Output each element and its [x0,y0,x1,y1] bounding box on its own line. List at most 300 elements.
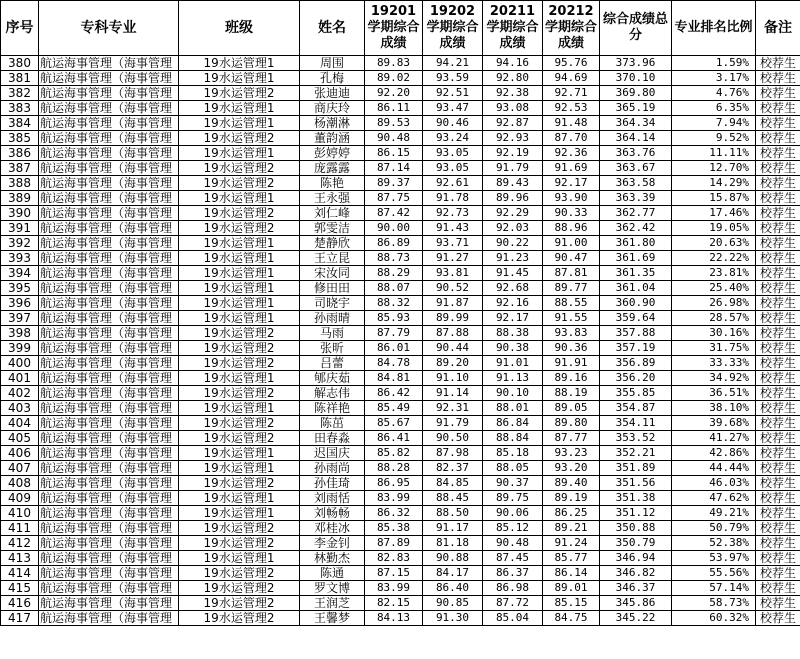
cell-total-score[interactable]: 361.69 [600,251,672,266]
cell-remark[interactable]: 校荐生 [756,581,800,596]
cell-index[interactable]: 416 [1,596,39,611]
cell-total-score[interactable]: 346.94 [600,551,672,566]
cell-remark[interactable]: 校荐生 [756,281,800,296]
cell-remark[interactable]: 校荐生 [756,506,800,521]
cell-19202-score[interactable]: 90.85 [423,596,483,611]
cell-remark[interactable]: 校荐生 [756,371,800,386]
cell-20212-score[interactable]: 92.36 [543,146,600,161]
cell-index[interactable]: 389 [1,191,39,206]
cell-index[interactable]: 411 [1,521,39,536]
cell-class[interactable]: 19水运管理2 [179,596,300,611]
cell-remark[interactable]: 校荐生 [756,596,800,611]
header-total-score[interactable]: 综合成绩总分 [600,1,672,56]
cell-name[interactable]: 陈艳 [300,176,365,191]
cell-class[interactable]: 19水运管理2 [179,581,300,596]
cell-class[interactable]: 19水运管理1 [179,116,300,131]
header-index[interactable]: 序号 [1,1,39,56]
cell-20212-score[interactable]: 90.47 [543,251,600,266]
cell-index[interactable]: 404 [1,416,39,431]
cell-19202-score[interactable]: 93.59 [423,71,483,86]
cell-20212-score[interactable]: 91.69 [543,161,600,176]
cell-remark[interactable]: 校荐生 [756,266,800,281]
cell-major[interactable]: 航运海事管理（海事管理 [39,611,179,626]
cell-19201-score[interactable]: 90.00 [365,221,423,236]
cell-major[interactable]: 航运海事管理（海事管理 [39,506,179,521]
cell-20211-score[interactable]: 93.08 [483,101,543,116]
cell-19202-score[interactable]: 88.45 [423,491,483,506]
cell-index[interactable]: 396 [1,296,39,311]
cell-19202-score[interactable]: 91.10 [423,371,483,386]
cell-major[interactable]: 航运海事管理（海事管理 [39,296,179,311]
cell-19201-score[interactable]: 87.15 [365,566,423,581]
cell-index[interactable]: 399 [1,341,39,356]
cell-class[interactable]: 19水运管理2 [179,221,300,236]
cell-19202-score[interactable]: 91.17 [423,521,483,536]
cell-rank-ratio[interactable]: 11.11% [672,146,756,161]
cell-rank-ratio[interactable]: 34.92% [672,371,756,386]
cell-19201-score[interactable]: 87.14 [365,161,423,176]
cell-rank-ratio[interactable]: 9.52% [672,131,756,146]
cell-total-score[interactable]: 345.86 [600,596,672,611]
cell-19201-score[interactable]: 89.02 [365,71,423,86]
cell-remark[interactable]: 校荐生 [756,386,800,401]
cell-20212-score[interactable]: 89.40 [543,476,600,491]
cell-remark[interactable]: 校荐生 [756,161,800,176]
cell-rank-ratio[interactable]: 53.97% [672,551,756,566]
cell-19201-score[interactable]: 87.75 [365,191,423,206]
cell-class[interactable]: 19水运管理1 [179,146,300,161]
cell-19201-score[interactable]: 83.99 [365,491,423,506]
cell-total-score[interactable]: 359.64 [600,311,672,326]
cell-20212-score[interactable]: 93.83 [543,326,600,341]
cell-19202-score[interactable]: 90.88 [423,551,483,566]
header-remark[interactable]: 备注 [756,1,800,56]
cell-20212-score[interactable]: 93.90 [543,191,600,206]
cell-class[interactable]: 19水运管理2 [179,86,300,101]
cell-major[interactable]: 航运海事管理（海事管理 [39,131,179,146]
cell-remark[interactable]: 校荐生 [756,551,800,566]
cell-name[interactable]: 司晓宇 [300,296,365,311]
cell-rank-ratio[interactable]: 44.44% [672,461,756,476]
cell-20211-score[interactable]: 88.05 [483,461,543,476]
cell-total-score[interactable]: 363.67 [600,161,672,176]
cell-major[interactable]: 航运海事管理（海事管理 [39,371,179,386]
cell-major[interactable]: 航运海事管理（海事管理 [39,536,179,551]
cell-19201-score[interactable]: 86.11 [365,101,423,116]
cell-19202-score[interactable]: 91.14 [423,386,483,401]
cell-major[interactable]: 航运海事管理（海事管理 [39,596,179,611]
cell-major[interactable]: 航运海事管理（海事管理 [39,311,179,326]
cell-name[interactable]: 彭婷婷 [300,146,365,161]
cell-20211-score[interactable]: 92.38 [483,86,543,101]
cell-rank-ratio[interactable]: 6.35% [672,101,756,116]
cell-rank-ratio[interactable]: 25.40% [672,281,756,296]
cell-remark[interactable]: 校荐生 [756,446,800,461]
cell-19201-score[interactable]: 85.49 [365,401,423,416]
cell-name[interactable]: 商庆玲 [300,101,365,116]
cell-class[interactable]: 19水运管理1 [179,296,300,311]
cell-20212-score[interactable]: 87.70 [543,131,600,146]
cell-20212-score[interactable]: 94.69 [543,71,600,86]
cell-rank-ratio[interactable]: 42.86% [672,446,756,461]
header-major[interactable]: 专科专业 [39,1,179,56]
cell-19202-score[interactable]: 92.61 [423,176,483,191]
header-class[interactable]: 班级 [179,1,300,56]
cell-name[interactable]: 马雨 [300,326,365,341]
cell-20212-score[interactable]: 95.76 [543,56,600,71]
cell-remark[interactable]: 校荐生 [756,56,800,71]
cell-index[interactable]: 395 [1,281,39,296]
cell-total-score[interactable]: 363.76 [600,146,672,161]
cell-total-score[interactable]: 346.82 [600,566,672,581]
cell-rank-ratio[interactable]: 28.57% [672,311,756,326]
cell-class[interactable]: 19水运管理1 [179,71,300,86]
cell-class[interactable]: 19水运管理2 [179,536,300,551]
cell-19202-score[interactable]: 91.78 [423,191,483,206]
cell-class[interactable]: 19水运管理1 [179,251,300,266]
cell-name[interactable]: 吕蕾 [300,356,365,371]
cell-class[interactable]: 19水运管理1 [179,461,300,476]
cell-major[interactable]: 航运海事管理（海事管理 [39,401,179,416]
cell-20211-score[interactable]: 90.48 [483,536,543,551]
cell-major[interactable]: 航运海事管理（海事管理 [39,56,179,71]
cell-index[interactable]: 415 [1,581,39,596]
cell-20211-score[interactable]: 85.04 [483,611,543,626]
cell-rank-ratio[interactable]: 19.05% [672,221,756,236]
cell-20211-score[interactable]: 86.84 [483,416,543,431]
cell-remark[interactable]: 校荐生 [756,416,800,431]
cell-20211-score[interactable]: 87.72 [483,596,543,611]
cell-total-score[interactable]: 345.22 [600,611,672,626]
cell-19201-score[interactable]: 88.28 [365,461,423,476]
cell-19201-score[interactable]: 85.67 [365,416,423,431]
header-19202-score[interactable]: 19202学期综合成绩 [423,1,483,56]
cell-19201-score[interactable]: 87.42 [365,206,423,221]
cell-20211-score[interactable]: 88.38 [483,326,543,341]
header-rank-ratio[interactable]: 专业排名比例 [672,1,756,56]
cell-major[interactable]: 航运海事管理（海事管理 [39,551,179,566]
cell-class[interactable]: 19水运管理2 [179,611,300,626]
cell-remark[interactable]: 校荐生 [756,221,800,236]
cell-major[interactable]: 航运海事管理（海事管理 [39,281,179,296]
cell-total-score[interactable]: 361.04 [600,281,672,296]
cell-20212-score[interactable]: 88.96 [543,221,600,236]
cell-major[interactable]: 航运海事管理（海事管理 [39,491,179,506]
cell-20211-score[interactable]: 92.29 [483,206,543,221]
cell-index[interactable]: 388 [1,176,39,191]
cell-20211-score[interactable]: 90.06 [483,506,543,521]
cell-name[interactable]: 孔梅 [300,71,365,86]
cell-19202-score[interactable]: 81.18 [423,536,483,551]
cell-index[interactable]: 386 [1,146,39,161]
cell-total-score[interactable]: 362.42 [600,221,672,236]
cell-20211-score[interactable]: 92.87 [483,116,543,131]
cell-19202-score[interactable]: 93.71 [423,236,483,251]
cell-20212-score[interactable]: 87.81 [543,266,600,281]
cell-total-score[interactable]: 364.34 [600,116,672,131]
cell-name[interactable]: 张迪迪 [300,86,365,101]
cell-19202-score[interactable]: 84.17 [423,566,483,581]
cell-20212-score[interactable]: 91.48 [543,116,600,131]
cell-20212-score[interactable]: 89.01 [543,581,600,596]
cell-20211-score[interactable]: 92.19 [483,146,543,161]
cell-20211-score[interactable]: 92.80 [483,71,543,86]
cell-remark[interactable]: 校荐生 [756,401,800,416]
cell-major[interactable]: 航运海事管理（海事管理 [39,101,179,116]
cell-19201-score[interactable]: 84.81 [365,371,423,386]
cell-name[interactable]: 刘畅畅 [300,506,365,521]
cell-index[interactable]: 405 [1,431,39,446]
cell-index[interactable]: 414 [1,566,39,581]
cell-total-score[interactable]: 355.85 [600,386,672,401]
cell-name[interactable]: 王永强 [300,191,365,206]
cell-major[interactable]: 航运海事管理（海事管理 [39,86,179,101]
cell-19201-score[interactable]: 86.01 [365,341,423,356]
cell-20212-score[interactable]: 89.19 [543,491,600,506]
cell-19201-score[interactable]: 89.37 [365,176,423,191]
cell-19201-score[interactable]: 89.83 [365,56,423,71]
cell-total-score[interactable]: 370.10 [600,71,672,86]
cell-remark[interactable]: 校荐生 [756,101,800,116]
cell-remark[interactable]: 校荐生 [756,176,800,191]
cell-20212-score[interactable]: 92.53 [543,101,600,116]
cell-19201-score[interactable]: 88.07 [365,281,423,296]
cell-class[interactable]: 19水运管理2 [179,566,300,581]
cell-19202-score[interactable]: 90.50 [423,431,483,446]
cell-rank-ratio[interactable]: 47.62% [672,491,756,506]
cell-rank-ratio[interactable]: 26.98% [672,296,756,311]
cell-rank-ratio[interactable]: 33.33% [672,356,756,371]
cell-rank-ratio[interactable]: 1.59% [672,56,756,71]
cell-class[interactable]: 19水运管理2 [179,476,300,491]
header-19201-score[interactable]: 19201学期综合成绩 [365,1,423,56]
cell-index[interactable]: 401 [1,371,39,386]
cell-class[interactable]: 19水运管理2 [179,326,300,341]
cell-20212-score[interactable]: 91.55 [543,311,600,326]
cell-total-score[interactable]: 369.80 [600,86,672,101]
cell-19201-score[interactable]: 85.38 [365,521,423,536]
cell-major[interactable]: 航运海事管理（海事管理 [39,386,179,401]
cell-19201-score[interactable]: 86.32 [365,506,423,521]
cell-19202-score[interactable]: 93.47 [423,101,483,116]
header-name[interactable]: 姓名 [300,1,365,56]
cell-19202-score[interactable]: 87.98 [423,446,483,461]
cell-index[interactable]: 394 [1,266,39,281]
cell-name[interactable]: 楚静欣 [300,236,365,251]
cell-19201-score[interactable]: 82.15 [365,596,423,611]
cell-rank-ratio[interactable]: 55.56% [672,566,756,581]
cell-class[interactable]: 19水运管理2 [179,416,300,431]
cell-class[interactable]: 19水运管理1 [179,446,300,461]
cell-20212-score[interactable]: 91.91 [543,356,600,371]
cell-20212-score[interactable]: 93.20 [543,461,600,476]
cell-index[interactable]: 412 [1,536,39,551]
cell-class[interactable]: 19水运管理1 [179,371,300,386]
cell-major[interactable]: 航运海事管理（海事管理 [39,446,179,461]
cell-19201-score[interactable]: 86.42 [365,386,423,401]
cell-class[interactable]: 19水运管理2 [179,356,300,371]
cell-name[interactable]: 陈茁 [300,416,365,431]
cell-rank-ratio[interactable]: 49.21% [672,506,756,521]
cell-index[interactable]: 403 [1,401,39,416]
cell-20211-score[interactable]: 92.68 [483,281,543,296]
cell-name[interactable]: 孙雨尚 [300,461,365,476]
cell-rank-ratio[interactable]: 39.68% [672,416,756,431]
cell-name[interactable]: 陈通 [300,566,365,581]
cell-remark[interactable]: 校荐生 [756,191,800,206]
cell-19202-score[interactable]: 89.20 [423,356,483,371]
cell-index[interactable]: 391 [1,221,39,236]
cell-name[interactable]: 邓桂冰 [300,521,365,536]
cell-index[interactable]: 400 [1,356,39,371]
cell-name[interactable]: 王馨梦 [300,611,365,626]
cell-20211-score[interactable]: 87.45 [483,551,543,566]
cell-name[interactable]: 孙雨晴 [300,311,365,326]
cell-rank-ratio[interactable]: 22.22% [672,251,756,266]
cell-19201-score[interactable]: 83.99 [365,581,423,596]
cell-total-score[interactable]: 362.77 [600,206,672,221]
cell-20212-score[interactable]: 88.55 [543,296,600,311]
cell-19202-score[interactable]: 93.24 [423,131,483,146]
cell-major[interactable]: 航运海事管理（海事管理 [39,191,179,206]
cell-remark[interactable]: 校荐生 [756,476,800,491]
cell-rank-ratio[interactable]: 4.76% [672,86,756,101]
cell-major[interactable]: 航运海事管理（海事管理 [39,206,179,221]
cell-20212-score[interactable]: 84.75 [543,611,600,626]
cell-index[interactable]: 380 [1,56,39,71]
cell-rank-ratio[interactable]: 36.51% [672,386,756,401]
cell-19202-score[interactable]: 88.50 [423,506,483,521]
cell-total-score[interactable]: 350.79 [600,536,672,551]
cell-20211-score[interactable]: 91.45 [483,266,543,281]
cell-index[interactable]: 398 [1,326,39,341]
cell-19202-score[interactable]: 90.46 [423,116,483,131]
cell-20212-score[interactable]: 93.23 [543,446,600,461]
cell-19202-score[interactable]: 93.05 [423,161,483,176]
cell-20211-score[interactable]: 89.75 [483,491,543,506]
cell-rank-ratio[interactable]: 23.81% [672,266,756,281]
cell-19201-score[interactable]: 88.73 [365,251,423,266]
cell-19202-score[interactable]: 91.79 [423,416,483,431]
cell-name[interactable]: 郭雯洁 [300,221,365,236]
cell-index[interactable]: 408 [1,476,39,491]
cell-rank-ratio[interactable]: 7.94% [672,116,756,131]
cell-total-score[interactable]: 364.14 [600,131,672,146]
cell-name[interactable]: 宋汝同 [300,266,365,281]
cell-20211-score[interactable]: 88.01 [483,401,543,416]
cell-19202-score[interactable]: 92.31 [423,401,483,416]
cell-total-score[interactable]: 363.39 [600,191,672,206]
cell-class[interactable]: 19水运管理2 [179,161,300,176]
cell-19201-score[interactable]: 85.82 [365,446,423,461]
cell-rank-ratio[interactable]: 46.03% [672,476,756,491]
cell-20211-score[interactable]: 86.37 [483,566,543,581]
cell-index[interactable]: 390 [1,206,39,221]
cell-remark[interactable]: 校荐生 [756,296,800,311]
cell-remark[interactable]: 校荐生 [756,206,800,221]
cell-20212-score[interactable]: 85.77 [543,551,600,566]
cell-remark[interactable]: 校荐生 [756,521,800,536]
cell-name[interactable]: 郇庆茹 [300,371,365,386]
cell-class[interactable]: 19水运管理1 [179,311,300,326]
cell-rank-ratio[interactable]: 17.46% [672,206,756,221]
cell-major[interactable]: 航运海事管理（海事管理 [39,476,179,491]
cell-20211-score[interactable]: 86.98 [483,581,543,596]
cell-20212-score[interactable]: 86.25 [543,506,600,521]
cell-20211-score[interactable]: 92.17 [483,311,543,326]
cell-class[interactable]: 19水运管理1 [179,236,300,251]
cell-19202-score[interactable]: 91.30 [423,611,483,626]
cell-index[interactable]: 407 [1,461,39,476]
cell-19201-score[interactable]: 86.95 [365,476,423,491]
cell-remark[interactable]: 校荐生 [756,326,800,341]
cell-20211-score[interactable]: 88.84 [483,431,543,446]
cell-19202-score[interactable]: 91.87 [423,296,483,311]
cell-name[interactable]: 解志伟 [300,386,365,401]
cell-index[interactable]: 409 [1,491,39,506]
cell-rank-ratio[interactable]: 20.63% [672,236,756,251]
cell-total-score[interactable]: 351.89 [600,461,672,476]
cell-name[interactable]: 迟国庆 [300,446,365,461]
header-20212-score[interactable]: 20212学期综合成绩 [543,1,600,56]
cell-19201-score[interactable]: 88.32 [365,296,423,311]
cell-rank-ratio[interactable]: 41.27% [672,431,756,446]
cell-total-score[interactable]: 351.38 [600,491,672,506]
cell-name[interactable]: 董韵涵 [300,131,365,146]
cell-total-score[interactable]: 361.35 [600,266,672,281]
cell-20211-score[interactable]: 90.37 [483,476,543,491]
cell-20211-score[interactable]: 92.03 [483,221,543,236]
cell-major[interactable]: 航运海事管理（海事管理 [39,521,179,536]
cell-20211-score[interactable]: 92.16 [483,296,543,311]
cell-class[interactable]: 19水运管理2 [179,206,300,221]
cell-index[interactable]: 385 [1,131,39,146]
cell-20211-score[interactable]: 91.01 [483,356,543,371]
cell-20211-score[interactable]: 85.12 [483,521,543,536]
cell-name[interactable]: 孙佳琦 [300,476,365,491]
cell-class[interactable]: 19水运管理1 [179,191,300,206]
cell-remark[interactable]: 校荐生 [756,566,800,581]
cell-19202-score[interactable]: 89.99 [423,311,483,326]
cell-class[interactable]: 19水运管理1 [179,266,300,281]
cell-rank-ratio[interactable]: 38.10% [672,401,756,416]
cell-19202-score[interactable]: 87.88 [423,326,483,341]
cell-major[interactable]: 航运海事管理（海事管理 [39,221,179,236]
cell-19202-score[interactable]: 92.51 [423,86,483,101]
cell-class[interactable]: 19水运管理2 [179,521,300,536]
cell-19201-score[interactable]: 86.41 [365,431,423,446]
cell-total-score[interactable]: 373.96 [600,56,672,71]
cell-19201-score[interactable]: 90.48 [365,131,423,146]
cell-rank-ratio[interactable]: 57.14% [672,581,756,596]
cell-total-score[interactable]: 352.21 [600,446,672,461]
cell-major[interactable]: 航运海事管理（海事管理 [39,176,179,191]
cell-19201-score[interactable]: 86.15 [365,146,423,161]
cell-remark[interactable]: 校荐生 [756,341,800,356]
cell-19201-score[interactable]: 84.78 [365,356,423,371]
cell-20212-score[interactable]: 89.05 [543,401,600,416]
cell-remark[interactable]: 校荐生 [756,461,800,476]
cell-rank-ratio[interactable]: 52.38% [672,536,756,551]
cell-remark[interactable]: 校荐生 [756,311,800,326]
cell-19201-score[interactable]: 87.89 [365,536,423,551]
cell-19201-score[interactable]: 87.79 [365,326,423,341]
cell-remark[interactable]: 校荐生 [756,131,800,146]
cell-total-score[interactable]: 350.88 [600,521,672,536]
cell-20211-score[interactable]: 91.13 [483,371,543,386]
cell-remark[interactable]: 校荐生 [756,356,800,371]
cell-index[interactable]: 417 [1,611,39,626]
